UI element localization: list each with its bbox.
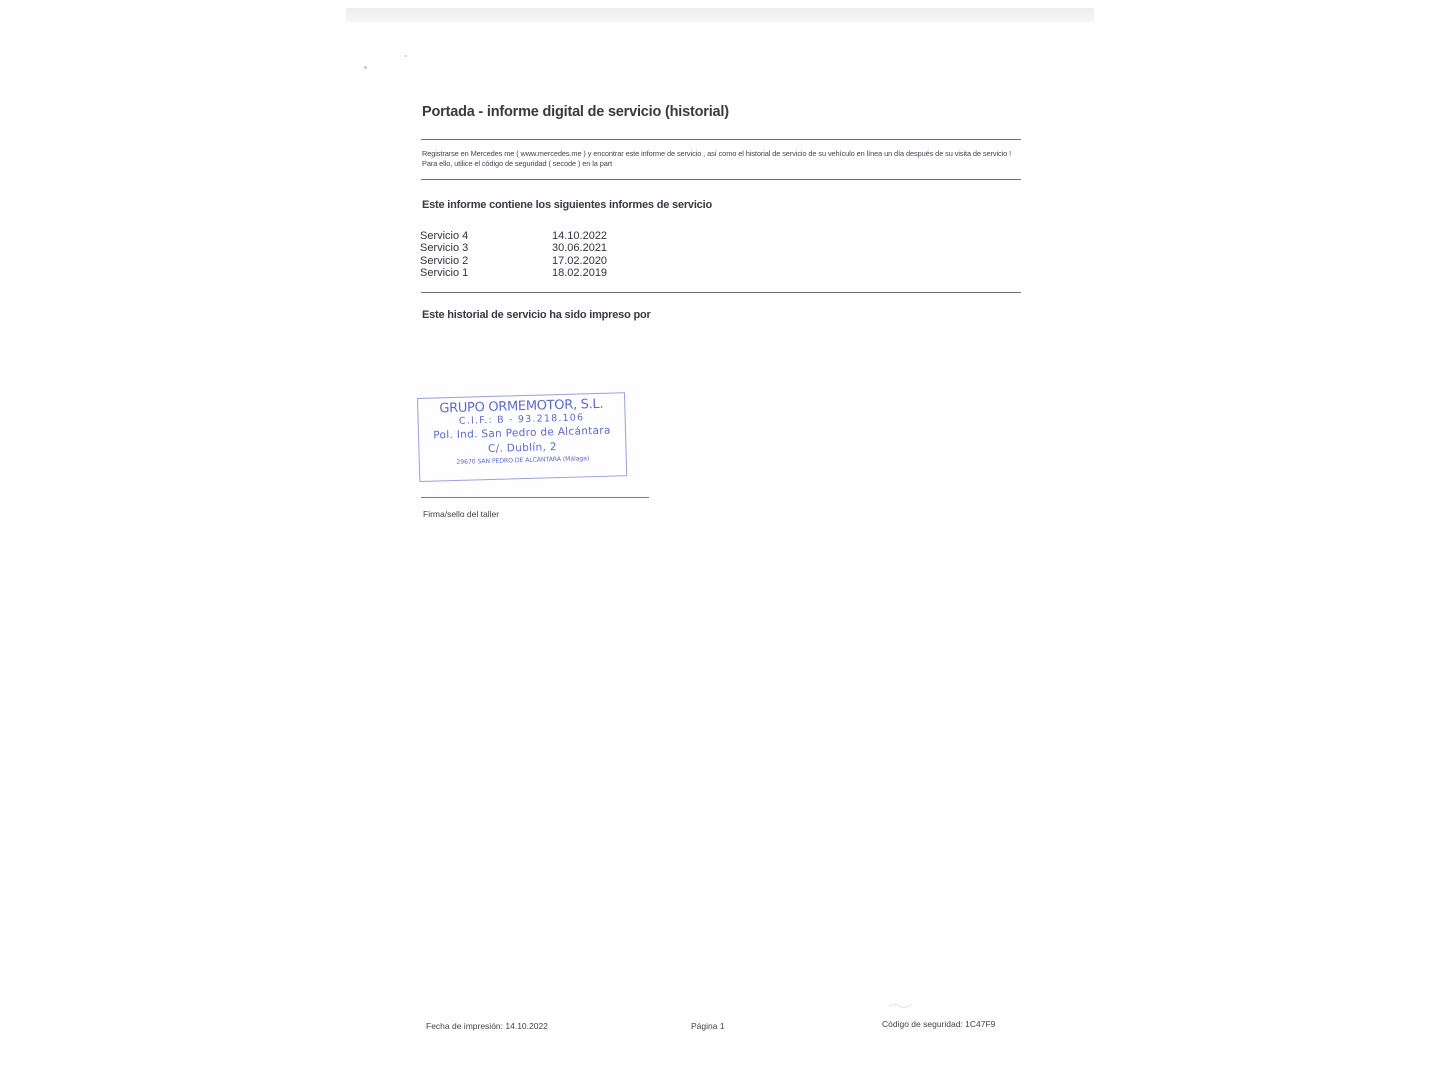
services-list: [420, 230, 632, 280]
registration-info-text: Registrarse en Mercedes me ( www.mercedes.me ) y encontrar este informe de servicio , así como el historial de servicio de su vehículo en línea un día después de su visita de servicio ! Para ello, utilice el código de seguridad ( secode ) en la part: [422, 149, 1012, 168]
service-row: [420, 267, 632, 279]
stamp-company-name: GRUPO ORMEMOTOR, S.L.: [439, 396, 604, 417]
scan-speck: [405, 55, 407, 57]
service-name: Servicio 1: [420, 267, 469, 280]
workshop-stamp: [417, 392, 627, 482]
stamp-address-line1: Pol. Ind. San Pedro de Alcántara: [433, 424, 611, 442]
service-date: 30.06.2021: [552, 242, 608, 255]
faint-scan-mark: [888, 1001, 914, 1009]
service-date: 17.02.2020: [552, 254, 608, 267]
service-name: Servicio 4: [420, 230, 469, 242]
signature-line: [421, 497, 649, 498]
scan-edge-shadow: [346, 8, 1094, 22]
document-title: Portada - informe digital de servicio (historial): [422, 104, 729, 120]
services-heading: Este informe contiene los siguientes informes de servicio: [422, 199, 712, 211]
signature-label: Firma/sello del taller: [423, 509, 500, 519]
service-row: [420, 255, 632, 267]
stamp-cif: C.I.F.: B - 93.218.106: [458, 412, 585, 427]
service-date: 14.10.2022: [552, 230, 608, 242]
service-date: 18.02.2019: [552, 267, 608, 280]
scan-speck: [364, 66, 367, 69]
divider: [421, 179, 1021, 180]
printed-by-heading: Este historial de servicio ha sido impreso por: [422, 309, 651, 321]
stamp-address-line2: C/. Dublín, 2: [487, 441, 557, 456]
divider: [421, 292, 1021, 293]
stamp-city: 29670 SAN PEDRO DE ALCÁNTARA (Málaga): [456, 455, 590, 466]
divider: [421, 139, 1021, 140]
service-name: Servicio 3: [420, 242, 469, 255]
footer-print-date: Fecha de impresión: 14.10.2022: [426, 1021, 548, 1031]
footer-security-code: Código de seguridad: 1C47F9: [882, 1019, 996, 1029]
service-name: Servicio 2: [420, 254, 469, 267]
service-row: [420, 230, 632, 242]
service-row: [420, 242, 632, 254]
footer-page-number: Página 1: [691, 1021, 725, 1031]
